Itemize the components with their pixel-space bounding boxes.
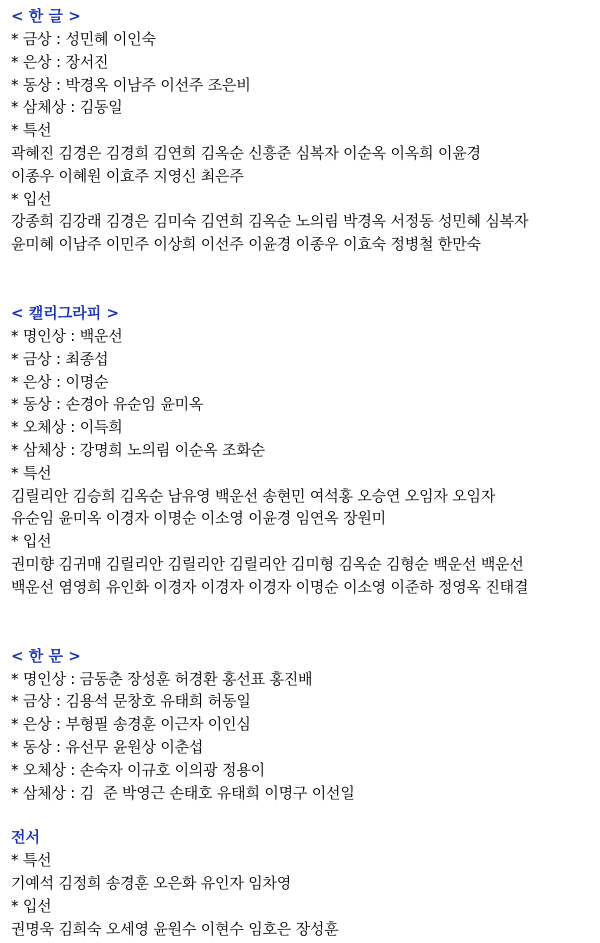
- award-line: * 삼체상 : 김 준 박영근 손태호 유태희 이명구 이선일: [11, 783, 355, 802]
- section-title: < 한 글 >: [11, 7, 81, 25]
- award-line: * 오체상 : 이득희: [11, 418, 123, 437]
- award-line: * 은상 : 이명순: [11, 372, 109, 391]
- award-line: * 동상 : 유선무 윤원상 이춘섭: [11, 737, 204, 756]
- section-jeonseo: [11, 826, 600, 940]
- award-line: * 은상 : 부형필 송경훈 이근자 이인심: [11, 715, 251, 734]
- name-list-line: 백운선 염영희 유인화 이경자 이경자 이경자 이명순 이소영 이준하 정영옥 진태결: [11, 577, 529, 596]
- section-title: < 캘리그라피 >: [11, 303, 120, 322]
- name-list-line: 윤미혜 이남주 이민주 이상희 이선주 이윤경 이종우 이효숙 정병철 한만숙: [11, 235, 481, 254]
- award-line: * 금상 : 최종섭: [11, 349, 109, 368]
- name-list-line: 이종우 이혜원 이효주 지영신 최은주: [11, 166, 244, 185]
- section-title: 전서: [11, 828, 40, 847]
- award-line: * 특선: [11, 851, 52, 870]
- award-line: * 특선: [11, 463, 52, 482]
- award-line: * 오체상 : 손숙자 이규호 이의광 정용이: [11, 760, 265, 779]
- award-line: * 명인상 : 백운선: [11, 326, 123, 345]
- award-line: * 동상 : 박경옥 이남주 이선주 조은비: [11, 75, 251, 94]
- award-line: * 은상 : 장서진: [11, 52, 109, 71]
- name-list-line: 기예석 김정희 송경훈 오은화 유인자 임차영: [11, 874, 292, 893]
- award-line: * 동상 : 손경아 유순임 윤미옥: [11, 395, 204, 414]
- name-list-line: 김릴리안 김승희 김옥순 남유영 백운선 송현민 여석홍 오승연 오임자 오임자: [11, 486, 496, 505]
- section-hangul: [11, 5, 600, 256]
- section-spacer: [11, 256, 600, 302]
- name-list-line: 강종희 김강래 김경은 김미숙 김연희 김옥순 노의림 박경옥 서정동 성민혜 심복자: [11, 212, 529, 231]
- name-list-line: 권명욱 김희숙 오세영 윤원수 이현수 임호은 장성훈: [11, 919, 339, 938]
- section-title: < 한 문 >: [11, 646, 81, 665]
- award-line: * 입선: [11, 189, 52, 208]
- award-line: * 금상 : 성민혜 이인숙: [11, 30, 156, 48]
- section-calligraphy: [11, 302, 600, 599]
- award-line: * 삼체상 : 강명희 노의림 이순옥 조화순: [11, 440, 265, 459]
- award-line: * 명인상 : 금동춘 장성훈 허경환 홍선표 홍진배: [11, 669, 313, 688]
- award-line: * 금상 : 김용석 문창호 유태희 허동일: [11, 692, 251, 711]
- award-line: * 특선: [11, 121, 52, 140]
- section-spacer: [11, 599, 600, 645]
- award-line: * 삼체상 : 김동일: [11, 98, 123, 117]
- section-hanmun: [11, 645, 600, 805]
- award-line: * 입선: [11, 532, 52, 551]
- section-spacer: [11, 804, 600, 826]
- name-list-line: 유순임 윤미옥 이경자 이명순 이소영 이윤경 임연옥 장원미: [11, 509, 386, 528]
- name-list-line: 곽혜진 김경은 김경희 김연희 김옥순 신흥준 심복자 이순옥 이옥희 이윤경: [11, 143, 481, 162]
- name-list-line: 권미향 김귀매 김릴리안 김릴리안 김릴리안 김미형 김옥순 김형순 백운선 백운선: [11, 554, 524, 573]
- award-line: * 입선: [11, 896, 52, 915]
